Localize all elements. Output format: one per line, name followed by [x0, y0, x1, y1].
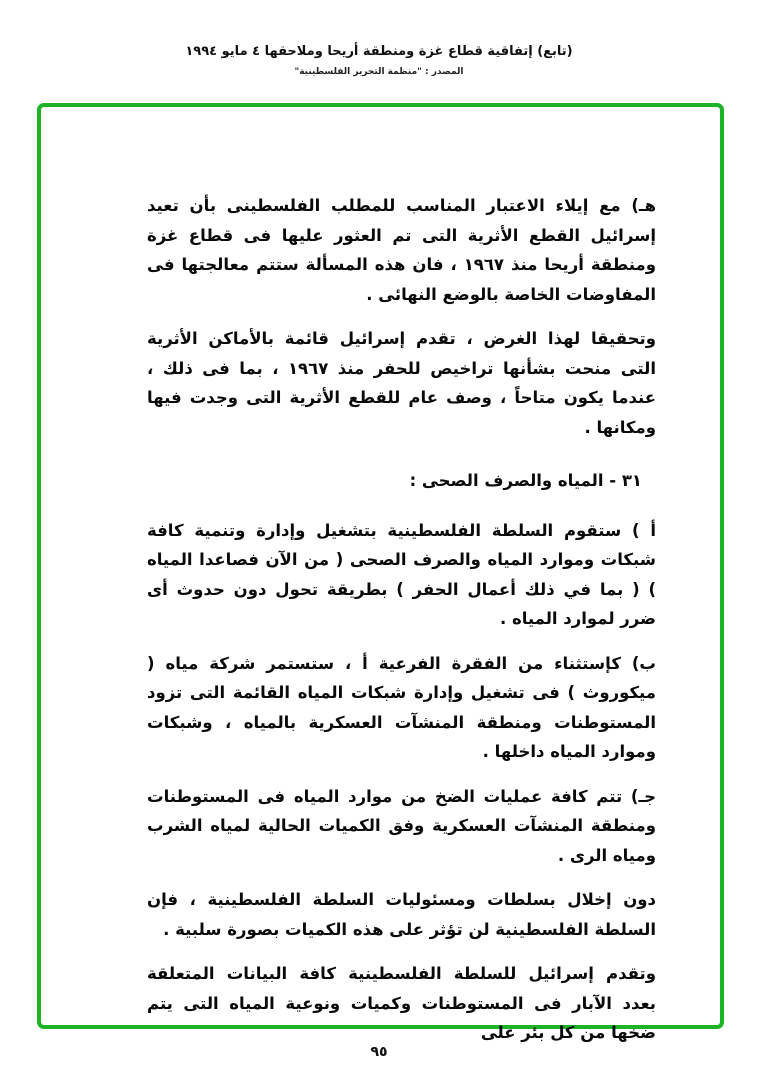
clause-e-text: مع إيلاء الاعتبار المناسب للمطلب الفلسطينى بأن تعيد إسرائيل القطع الأثرية التى تم العثور عليها فى قطاع غزة ومنطقة أريحا منذ ١٩٦٧ ، فان هذه المسألة ستتم معالجتها فى المفاوضات الخاصة بالوضع النهائى . [147, 196, 656, 304]
item-b-paragraph [147, 649, 656, 767]
item-a-paragraph [147, 516, 656, 634]
document-body [41, 107, 720, 1048]
item-a-label: أ ) [632, 520, 656, 540]
item-c-text: تتم كافة عمليات الضخ من موارد المياه فى المستوطنات ومنطقة المنشآت العسكرية وفق الكميات الحالية لمياه الشرب ومياه الرى . [147, 786, 656, 865]
section-31-heading: ٣١ - المياه والصرف الصحى : [409, 471, 642, 490]
no-prejudice-paragraph: دون إخلال بسلطات ومسئوليات السلطة الفلسطينية ، فإن السلطة الفلسطينية لن تؤثر على هذه الكميات بصورة سلبية . [147, 890, 656, 939]
item-a-text: ستقوم السلطة الفلسطينية بتشغيل وإدارة وتنمية كافة شبكات وموارد المياه والصرف الصحى ( من الآن فصاعدا المياه ) ( بما في ذلك أعمال الحفر ) بطريقة تحول دون حدوث أى ضرر لموارد المياه . [147, 520, 656, 628]
item-c-paragraph [147, 782, 656, 871]
clause-e-label: هـ) [631, 196, 657, 215]
header-source-line: المصدر : "منظمة التحرير الفلسطينية" [294, 67, 464, 77]
item-b-text: كإستثناء من الفقرة الفرعية أ ، ستستمر شركة مياه ( ميكوروث ) فى تشغيل وإدارة شبكات المياه القائمة التى تزود المستوطنات ومنطقة المنشآت العسكرية بالمياه ، وشبكات وموارد المياه داخلها . [147, 653, 656, 761]
document-header [0, 0, 758, 77]
page-frame-border [37, 103, 724, 1042]
page-number: ٩٥ [370, 1044, 388, 1060]
item-c-label: جـ) [630, 786, 656, 806]
wells-data-paragraph: وتقدم إسرائيل للسلطة الفلسطينية كافة البيانات المتعلقة بعدد الآبار فى المستوطنات وكميات ونوعية المياه التى يتم ضخها من كل بئر على [147, 964, 656, 1042]
clause-e-paragraph [147, 191, 656, 309]
item-b-label: ب) [631, 653, 656, 673]
header-title: (تابع) إتفاقية قطاع غزة ومنطقة أريحا وملاحقها ٤ مايو ١٩٩٤ [185, 44, 573, 59]
purpose-paragraph: وتحقيقا لهذا الغرض ، تقدم إسرائيل قائمة بالأماكن الأثرية التى منحت بشأنها تراخيص للحفر منذ ١٩٦٧ ، بما فى ذلك ، عندما يكون متاحاً ، وصف عام للقطع الأثرية التى وجدت فيها ومكانها . [147, 329, 656, 437]
